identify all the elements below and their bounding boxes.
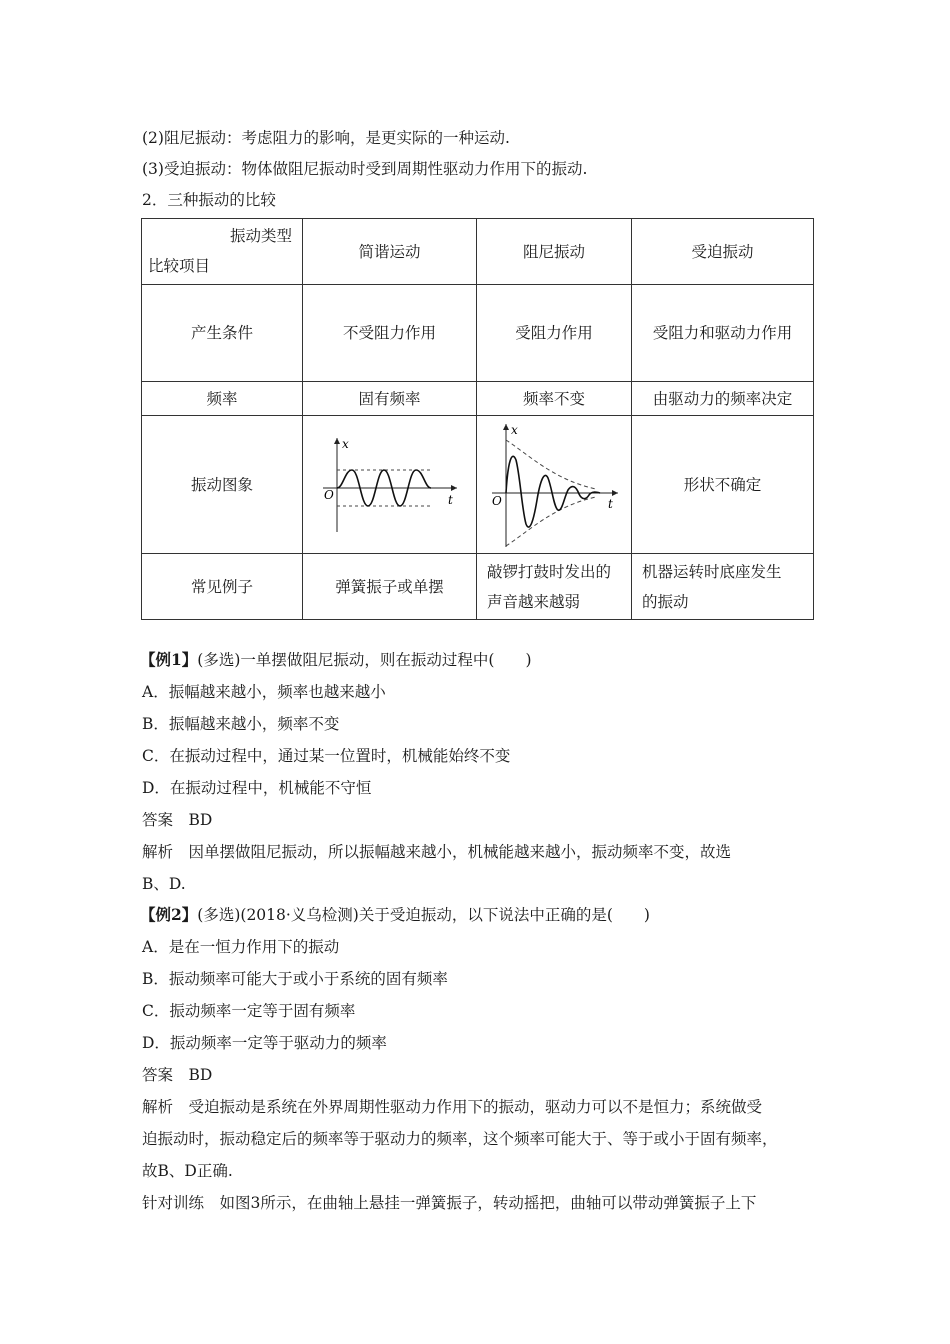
origin-label: O [323,488,334,502]
cell-line: 声音越来越弱 [487,592,581,611]
cell [477,554,632,620]
axis-x-label: x [511,422,518,437]
option: B．振幅越来越小，频率不变 [142,715,340,733]
comparison-table [141,218,814,620]
example-tag: 【例1】 [140,650,198,669]
row-label: 常见例子 [142,554,303,620]
axis-t-label: t [608,496,613,511]
table-header-row [142,219,814,285]
option: C．振动频率一定等于固有频率 [142,1002,356,1020]
cell: 形状不确定 [632,416,814,554]
col-header-forced: 受迫振动 [632,219,814,285]
cell: 受阻力作用 [477,285,632,382]
intro-line-1: (2)阻尼振动：考虑阻力的影响，是更实际的一种运动. [142,129,510,147]
col-header-simple: 简谐运动 [303,219,477,285]
table-row [142,382,814,416]
cell [632,554,814,620]
answer: 答案 BD [142,811,213,829]
option: A．是在一恒力作用下的振动 [142,938,340,956]
cell: 受阻力和驱动力作用 [632,285,814,382]
table-row [142,285,814,382]
damped-graph-cell [477,416,632,554]
origin-label: O [492,493,502,508]
cell: 不受阻力作用 [303,285,477,382]
answer: 答案 BD [142,1066,213,1084]
row-label: 产生条件 [142,285,303,382]
header-type-label: 振动类型 [229,227,292,245]
row-label: 频率 [142,382,303,416]
header-item-label: 比较项目 [148,257,211,275]
diagonal-header-cell [142,219,303,285]
option: B．振动频率可能大于或小于系统的固有频率 [142,970,448,988]
cell-line: 的振动 [642,592,689,611]
option: D．振动频率一定等于驱动力的频率 [142,1034,387,1052]
example-tag: 【例2】 [140,905,198,924]
analysis-line: 迫振动时，振动稳定后的频率等于驱动力的频率，这个频率可能大于、等于或小于固有频率， [142,1130,778,1148]
analysis-line: B、D. [142,875,186,893]
cell: 频率不变 [477,382,632,416]
example-2-stem [140,904,650,926]
simple-harmonic-graph-cell [303,416,477,554]
row-label: 振动图象 [142,416,303,554]
example-stem-text: (多选)(2018·义乌检测)关于受迫振动，以下说法中正确的是( ) [197,906,650,924]
cell: 由驱动力的频率决定 [632,382,814,416]
simple-harmonic-graph [315,432,465,537]
analysis-line: 故B、D正确. [142,1162,233,1180]
analysis-line: 解析 受迫振动是系统在外界周期性驱动力作用下的振动，驱动力可以不是恒力；系统做受 [142,1098,763,1116]
option: C．在振动过程中，通过某一位置时，机械能始终不变 [142,747,511,765]
damped-graph [484,420,624,550]
cell-line: 敲锣打鼓时发出的 [487,562,612,581]
cell-line: 机器运转时底座发生 [642,562,782,581]
axis-t-label: t [447,493,453,507]
training-line: 针对训练 如图3所示，在曲轴上悬挂一弹簧振子，转动摇把，曲轴可以带动弹簧振子上下 [142,1194,757,1212]
cell: 弹簧振子或单摆 [303,554,477,620]
option: D．在振动过程中，机械能不守恒 [142,779,372,797]
example-stem-text: (多选)一单摆做阻尼振动，则在振动过程中( ) [197,651,532,669]
col-header-damped: 阻尼振动 [477,219,632,285]
option: A．振幅越来越小，频率也越来越小 [142,683,386,701]
analysis-line: 解析 因单摆做阻尼振动，所以振幅越来越小，机械能越来越小，振动频率不变，故选 [142,843,732,861]
axis-x-label: x [341,437,349,451]
example-1-stem [140,649,532,671]
table-row [142,416,814,554]
intro-line-2: (3)受迫振动：物体做阻尼振动时受到周期性驱动力作用下的振动. [142,160,588,178]
section-heading: 2．三种振动的比较 [142,191,276,209]
cell: 固有频率 [303,382,477,416]
table-row [142,554,814,620]
